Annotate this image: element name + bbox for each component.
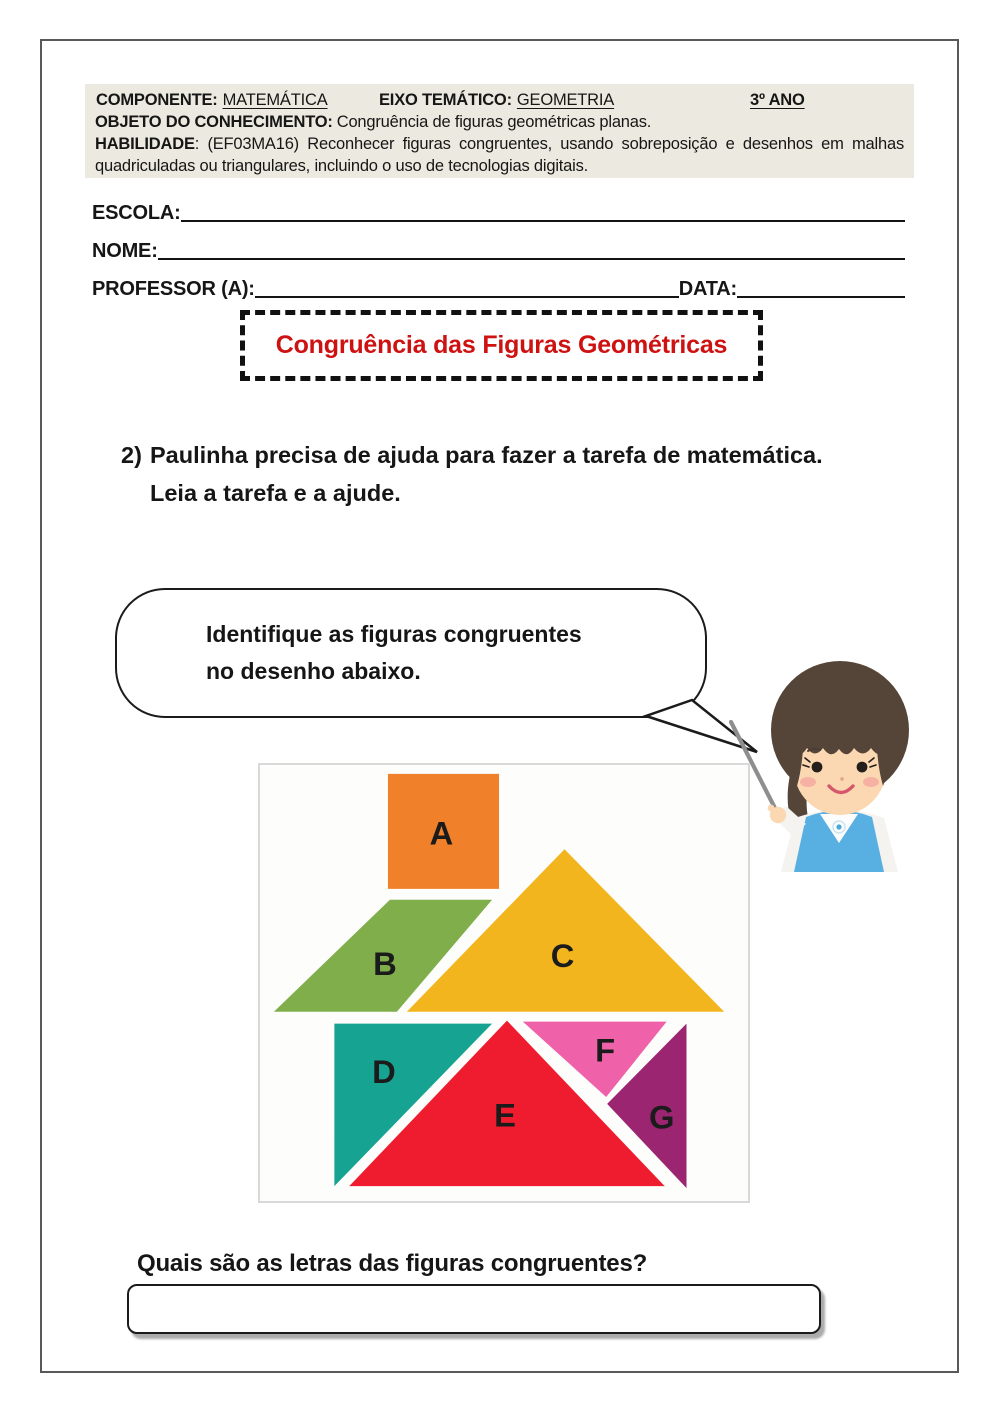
figure-piece-label-B: B [373,945,397,983]
data-blank-line[interactable] [737,296,905,298]
figure-piece-label-C: C [550,937,575,975]
eixo-value: GEOMETRIA [516,91,615,109]
professor-blank-line[interactable] [255,296,679,298]
figure-piece-label-F: F [595,1031,616,1069]
professor-row [92,278,905,301]
footer-question: Quais são as letras das figuras congruentes? [137,1250,648,1277]
worksheet-title: Congruência das Figuras Geométricas [275,331,728,359]
bubble-line-1: Identifique as figuras congruentes [206,621,582,647]
figure-piece-label-A: A [429,814,454,852]
habilidade-label: HABILIDADE [95,135,195,153]
question-text-block [150,437,907,512]
header-line-1 [95,89,904,111]
header-box [85,84,914,178]
eixo-label: EIXO TEMÁTICO: [379,91,512,109]
question-text: Paulinha precisa de ajuda para fazer a tarefa de matemática. [150,442,823,468]
question-text-2: Leia a tarefa e a ajude. [150,479,401,506]
question-number: 2) [121,442,142,468]
answer-box[interactable] [127,1284,821,1334]
nome-row [92,240,905,263]
escola-label: ESCOLA: [92,202,181,224]
girl-eye-right [857,762,868,773]
ano-value: 3º ANO [750,91,805,109]
girl-eye-left [812,762,823,773]
escola-row [92,202,905,225]
objeto-value: Congruência de figuras geométricas planas. [336,113,652,131]
figure-svg [260,765,748,1201]
professor-label: PROFESSOR (A): [92,278,255,300]
componente-label: COMPONENTE: [96,91,218,109]
escola-blank-line[interactable] [181,220,905,222]
nome-blank-line[interactable] [158,258,905,260]
question-2 [121,437,907,512]
eixo-tematico-field [379,89,614,111]
figure-panel [258,763,750,1203]
bubble-line-2: no desenho abaixo. [206,658,421,684]
componente-value: MATEMÁTICA [222,91,328,109]
habilidade-line [95,133,904,177]
data-label: DATA: [678,278,738,300]
objeto-line [95,111,904,133]
title-box [240,310,763,381]
figure-piece-label-G: G [648,1098,675,1136]
figure-piece-label-D: D [372,1053,396,1091]
habilidade-text: : (EF03MA16) Reconhecer figuras congruentes, usando sobreposição e desenhos em malhas quadriculadas ou triangulares, incluindo o uso de tecnologias digitais. [95,135,904,175]
nome-label: NOME: [92,240,158,262]
objeto-label: OBJETO DO CONHECIMENTO: [95,113,333,131]
componente-field [96,89,328,111]
figure-piece-label-E: E [494,1096,516,1134]
